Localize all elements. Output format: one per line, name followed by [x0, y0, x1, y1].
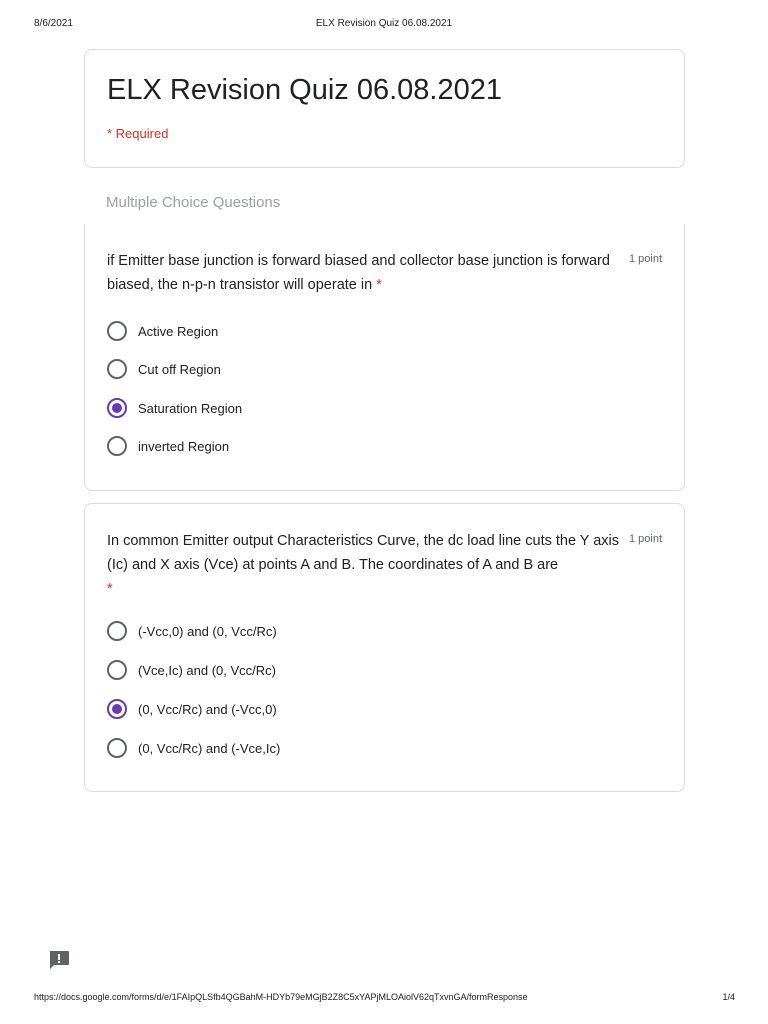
radio-option-selected[interactable]	[107, 397, 242, 419]
option-label: (-Vcc,0) and (0, Vcc/Rc)	[138, 623, 277, 639]
question-text	[107, 529, 622, 601]
radio-option[interactable]	[107, 620, 277, 642]
option-label: Saturation Region	[138, 400, 243, 416]
option-label: (0, Vcc/Rc) and (-Vce,Ic)	[138, 740, 281, 756]
radio-option[interactable]	[107, 358, 221, 380]
print-footer	[0, 992, 768, 1006]
radio-option[interactable]	[107, 737, 280, 759]
radio-button-checked[interactable]	[107, 398, 127, 418]
required-star: *	[107, 581, 113, 597]
print-doc-title: ELX Revision Quiz 06.08.2021	[315, 18, 453, 29]
option-label: inverted Region	[138, 438, 230, 454]
radio-button[interactable]	[107, 359, 127, 379]
question-1-text: if Emitter base junction is forward biased and collector base junction is forward biased, the n-p-n transistor will operate in	[107, 253, 610, 293]
radio-option[interactable]	[107, 435, 229, 457]
radio-button[interactable]	[107, 321, 127, 341]
form-header-card	[84, 49, 685, 168]
print-header	[0, 18, 768, 32]
radio-button-checked[interactable]	[107, 699, 127, 719]
section-title: Multiple Choice Questions	[106, 194, 281, 211]
print-page-number: 1/4	[722, 992, 735, 1002]
radio-button[interactable]	[107, 436, 127, 456]
radio-option[interactable]	[107, 659, 276, 681]
option-label: (0, Vcc/Rc) and (-Vcc,0)	[138, 701, 277, 717]
question-card-1	[84, 224, 685, 491]
question-2-text: In common Emitter output Characteristics Curve, the dc load line cuts the Y axis (Ic) and X axis (Vce) at points A and B. The coordinates of A and B are	[107, 533, 620, 573]
option-label: (Vce,Ic) and (0, Vcc/Rc)	[138, 662, 276, 678]
radio-option-selected[interactable]	[107, 698, 277, 720]
question-text	[107, 249, 622, 297]
question-points: 1 point	[628, 533, 662, 545]
required-star: *	[376, 277, 382, 293]
option-label: Cut off Region	[138, 361, 221, 377]
print-date: 8/6/2021	[34, 18, 73, 29]
question-card-2	[84, 503, 685, 792]
report-problem-icon[interactable]	[48, 950, 70, 970]
print-url: https://docs.google.com/forms/d/e/1FAIpQLSfb4QGBahM-HDYb79eMGjB2Z8C5xYAPjMLOAiolV62qTxvnGA/formResponse	[34, 992, 528, 1002]
radio-button[interactable]	[107, 621, 127, 641]
radio-option[interactable]	[107, 320, 218, 342]
form-title: ELX Revision Quiz 06.08.2021	[107, 74, 502, 106]
required-note: * Required	[107, 126, 169, 141]
option-label: Active Region	[138, 323, 219, 339]
question-points: 1 point	[628, 253, 662, 265]
radio-button[interactable]	[107, 660, 127, 680]
radio-button[interactable]	[107, 738, 127, 758]
